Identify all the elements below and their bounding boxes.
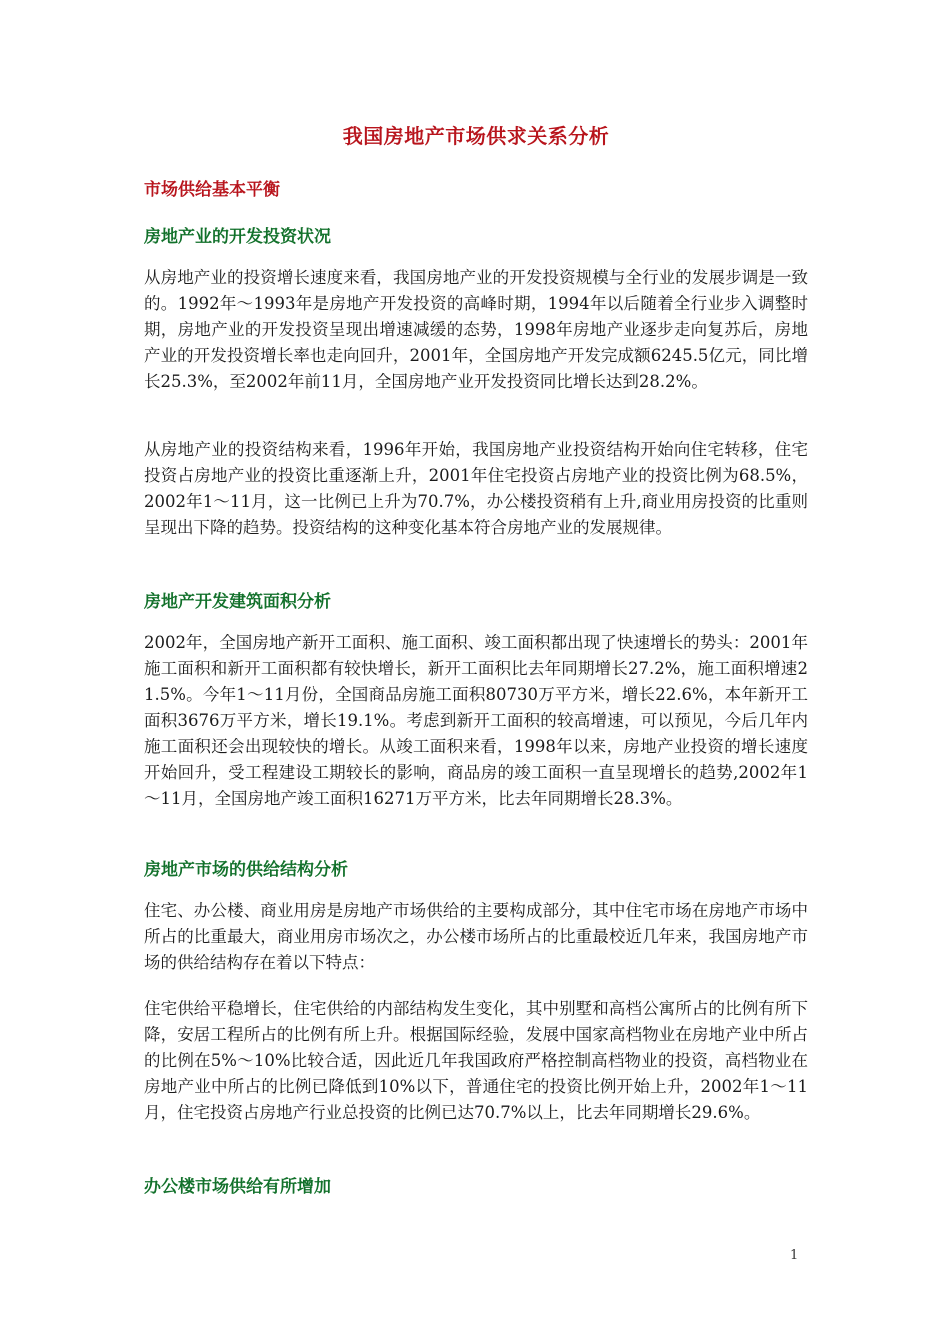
paragraph-residential-supply: 住宅供给平稳增长，住宅供给的内部结构发生变化，其中别墅和高档公寓所占的比例有所下降，安居工程所占的比例有所上升。根据国际经验，发展中国家高档物业在房地产业中所占的比例在5%～10%比较合适，因此近几年我国政府严格控制高档物业的投资，高档物业在房地产业中所占的比例已降低到10%以下，普通住宅的投资比例开始上升，2002年1～11月，住宅投资占房地产行业总投资的比例已达70.7%以上，比去年同期增长29.6%。 bbox=[144, 999, 808, 1122]
paragraph-investment-structure: 从房地产业的投资结构来看，1996年开始，我国房地产业投资结构开始向住宅转移，住宅投资占房地产业的投资比重逐渐上升，2001年住宅投资占房地产业的投资比例为68.5%，2002年1～11月，这一比例已上升为70.7%，办公楼投资稍有上升,商业用房投资的比重则呈现出下降的趋势。投资结构的这种变化基本符合房地产业的发展规律。 bbox=[144, 440, 808, 537]
section-heading-supply-balance: 市场供给基本平衡 bbox=[144, 180, 280, 200]
subheading-construction-area: 房地产开发建筑面积分析 bbox=[144, 592, 331, 612]
paragraph-investment-growth: 从房地产业的投资增长速度来看，我国房地产业的开发投资规模与全行业的发展步调是一致的。1992年～1993年是房地产开发投资的高峰时期，1994年以后随着全行业步入调整时期，房地产业的开发投资呈现出增速减缓的态势，1998年房地产业逐步走向复苏后，房地产业的开发投资增长率也走向回升，2001年，全国房地产开发完成额6245.5亿元，同比增长25.3%，至2002年前11月，全国房地产业开发投资同比增长达到28.2%。 bbox=[144, 268, 808, 391]
paragraph-construction-area: 2002年，全国房地产新开工面积、施工面积、竣工面积都出现了快速增长的势头：2001年施工面积和新开工面积都有较快增长，新开工面积比去年同期增长27.2%，施工面积增速21.5%。今年1～11月份，全国商品房施工面积80730万平方米，增长22.6%，本年新开工面积3676万平方米，增长19.1%。考虑到新开工面积的较高增速，可以预见，今后几年内施工面积还会出现较快的增长。从竣工面积来看，1998年以来，房地产业投资的增长速度开始回升，受工程建设工期较长的影响，商品房的竣工面积一直呈现增长的趋势,2002年1～11月，全国房地产竣工面积16271万平方米，比去年同期增长28.3%。 bbox=[144, 633, 808, 808]
subheading-investment-status: 房地产业的开发投资状况 bbox=[144, 227, 331, 247]
document-title: 我国房地产市场供求关系分析 bbox=[342, 124, 610, 148]
subheading-office-supply: 办公楼市场供给有所增加 bbox=[144, 1177, 331, 1197]
subheading-supply-structure: 房地产市场的供给结构分析 bbox=[144, 860, 348, 880]
paragraph-supply-composition: 住宅、办公楼、商业用房是房地产市场供给的主要构成部分，其中住宅市场在房地产市场中所占的比重最大，商业用房市场次之，办公楼市场所占的比重最校近几年来，我国房地产市场的供给结构存在着以下特点： bbox=[144, 901, 808, 972]
page-number: 1 bbox=[790, 1248, 799, 1263]
